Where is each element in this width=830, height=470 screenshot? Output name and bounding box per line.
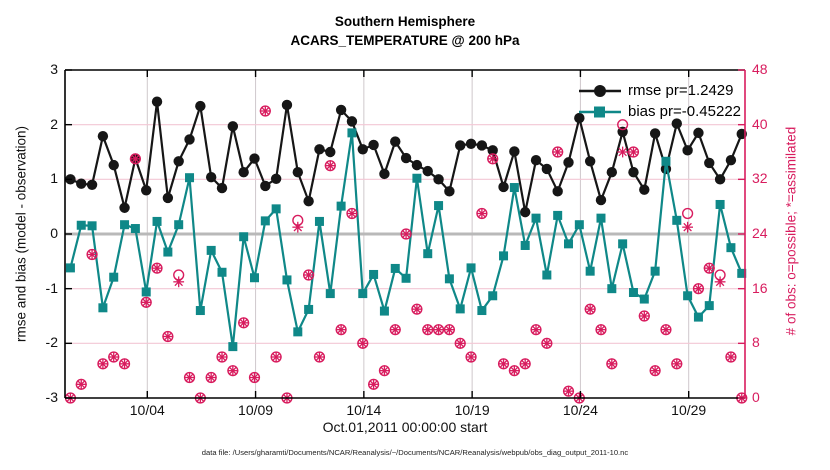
bias-point <box>98 303 107 312</box>
bias-point <box>596 214 605 223</box>
bias-point <box>304 305 313 314</box>
bias-point <box>423 249 432 258</box>
bias-point <box>564 239 573 248</box>
rmse-point <box>715 174 725 184</box>
bias-point <box>120 220 129 229</box>
bias-point <box>250 273 259 282</box>
rmse-point <box>249 153 259 163</box>
y-axis-label-right: # of obs: o=possible; *=assimilated <box>783 126 799 336</box>
rmse-point <box>358 144 368 154</box>
bias-point <box>293 327 302 336</box>
bias-point <box>369 270 378 279</box>
data-file-caption: data file: /Users/gharamti/Documents/NCAR/Reanalysis/~/Documents/NCAR/Reanalysis/webpub/obs_diag_output_2011-10.nc <box>201 448 629 457</box>
rmse-point <box>87 180 97 190</box>
bias-point <box>640 295 649 304</box>
bias-point <box>661 157 670 166</box>
bias-point <box>261 216 270 225</box>
bias-point <box>607 284 616 293</box>
bias-point <box>651 267 660 276</box>
rmse-point <box>563 157 573 167</box>
bias-point <box>705 301 714 310</box>
rmse-point <box>76 179 86 189</box>
x-axis-label: Oct.01,2011 00:00:00 start <box>322 419 488 435</box>
bias-point <box>391 264 400 273</box>
bias-point <box>347 128 356 137</box>
bias-point <box>445 274 454 283</box>
bias-point <box>88 221 97 230</box>
y-tick-label-right: 32 <box>752 170 768 187</box>
rmse-point <box>282 100 292 110</box>
bias-point <box>532 214 541 223</box>
rmse-point <box>412 160 422 170</box>
legend-label-rmse: rmse pr=1.2429 <box>628 82 734 99</box>
x-tick-label: 10/24 <box>562 402 598 418</box>
rmse-point <box>163 193 173 203</box>
bias-point <box>618 239 627 248</box>
rmse-point <box>368 140 378 150</box>
bias-point <box>131 224 140 233</box>
obs-possible-point <box>683 209 693 219</box>
rmse-point <box>152 97 162 107</box>
y-tick-label-left: 3 <box>50 61 58 77</box>
bias-point <box>726 243 735 252</box>
bias-point <box>412 174 421 183</box>
bias-point <box>694 313 703 322</box>
rmse-point <box>260 181 270 191</box>
rmse-point <box>303 196 313 206</box>
rmse-point <box>195 101 205 111</box>
rmse-point <box>682 145 692 155</box>
rmse-point <box>542 164 552 174</box>
y-tick-label-left: 2 <box>50 115 58 132</box>
y-tick-label-right: 16 <box>752 279 768 296</box>
rmse-marker-icon <box>577 83 623 99</box>
y-axis-label-left: rmse and bias (model - observation) <box>13 125 29 343</box>
rmse-point <box>109 160 119 170</box>
bias-point <box>66 263 75 272</box>
bias-point <box>499 251 508 260</box>
bias-point <box>77 221 86 230</box>
legend-label-bias: bias pr=-0.45222 <box>628 103 741 120</box>
rmse-point <box>401 153 411 163</box>
bias-point <box>575 220 584 229</box>
rmse-point <box>433 174 443 184</box>
rmse-point <box>509 146 519 156</box>
legend <box>577 80 741 122</box>
rmse-point <box>347 116 357 126</box>
y-tick-label-right: 40 <box>752 115 768 132</box>
rmse-point <box>650 128 660 138</box>
rmse-point <box>390 136 400 146</box>
bias-point <box>553 211 562 220</box>
rmse-point <box>607 167 617 177</box>
bias-line <box>70 133 741 347</box>
bias-point <box>239 232 248 241</box>
rmse-point <box>379 169 389 179</box>
rmse-point <box>596 195 606 205</box>
rmse-point <box>271 174 281 184</box>
figure-title-line2: ACARS_TEMPERATURE @ 200 hPa <box>290 33 520 48</box>
bias-point <box>467 263 476 272</box>
bias-point <box>434 201 443 210</box>
rmse-point <box>314 144 324 154</box>
bias-point <box>477 306 486 315</box>
bias-point <box>629 288 638 297</box>
rmse-point <box>726 155 736 165</box>
y-tick-label-left: 1 <box>50 170 58 187</box>
bias-point <box>683 291 692 300</box>
y-tick-label-right: 24 <box>752 225 768 241</box>
y-tick-label-right: 0 <box>752 389 760 405</box>
bias-point <box>207 246 216 255</box>
bias-point <box>586 267 595 276</box>
bias-point <box>488 291 497 300</box>
rmse-point <box>336 105 346 115</box>
rmse-point <box>455 140 465 150</box>
rmse-point <box>693 128 703 138</box>
rmse-point <box>293 167 303 177</box>
rmse-point <box>477 140 487 150</box>
bias-point <box>315 217 324 226</box>
y-tick-label-left: -3 <box>45 389 58 405</box>
rmse-point <box>423 166 433 176</box>
bias-point <box>142 287 151 296</box>
rmse-point <box>552 186 562 196</box>
bias-point <box>326 289 335 298</box>
legend-item-bias <box>577 101 741 122</box>
rmse-point <box>217 183 227 193</box>
rmse-point <box>520 207 530 217</box>
rmse-point <box>228 121 238 131</box>
bias-point <box>510 183 519 192</box>
rmse-point <box>119 203 129 213</box>
rmse-point <box>444 186 454 196</box>
y-tick-label-left: -2 <box>45 334 58 351</box>
y-tick-label-left: -1 <box>45 279 58 296</box>
rmse-point <box>325 147 335 157</box>
bias-marker-icon <box>577 104 623 120</box>
bias-point <box>185 173 194 182</box>
rmse-point <box>704 158 714 168</box>
x-tick-label: 10/14 <box>346 402 382 418</box>
rmse-point <box>141 185 151 195</box>
rmse-point <box>184 134 194 144</box>
bias-point <box>218 268 227 277</box>
bias-point <box>358 289 367 298</box>
y-tick-label-left: 0 <box>50 225 58 241</box>
bias-point <box>153 217 162 226</box>
bias-point <box>456 304 465 313</box>
rmse-point <box>206 172 216 182</box>
x-tick-label: 10/04 <box>129 402 165 418</box>
bias-point <box>337 202 346 211</box>
rmse-point <box>585 156 595 166</box>
rmse-point <box>639 185 649 195</box>
rmse-point <box>98 131 108 141</box>
figure-title-line1: Southern Hemisphere <box>334 14 476 29</box>
bias-point <box>109 273 118 282</box>
bias-point <box>272 204 281 213</box>
bias-point <box>163 248 172 257</box>
x-tick-label: 10/09 <box>238 402 274 418</box>
x-tick-label: 10/29 <box>671 402 707 418</box>
bias-point <box>380 307 389 316</box>
rmse-point <box>173 156 183 166</box>
rmse-point <box>466 139 476 149</box>
bias-point <box>521 241 530 250</box>
y-tick-label-right: 48 <box>752 61 768 77</box>
rmse-point <box>498 182 508 192</box>
rmse-point <box>628 167 638 177</box>
rmse-point <box>531 155 541 165</box>
x-tick-label: 10/19 <box>454 402 490 418</box>
bias-point <box>174 220 183 229</box>
bias-point <box>716 200 725 209</box>
y-tick-label-right: 8 <box>752 334 760 351</box>
bias-point <box>196 306 205 315</box>
legend-item-rmse <box>577 80 741 101</box>
bias-point <box>542 271 551 280</box>
bias-point <box>282 275 291 284</box>
bias-point <box>402 274 411 283</box>
bias-point <box>228 342 237 351</box>
rmse-point <box>238 167 248 177</box>
bias-point <box>672 216 681 225</box>
